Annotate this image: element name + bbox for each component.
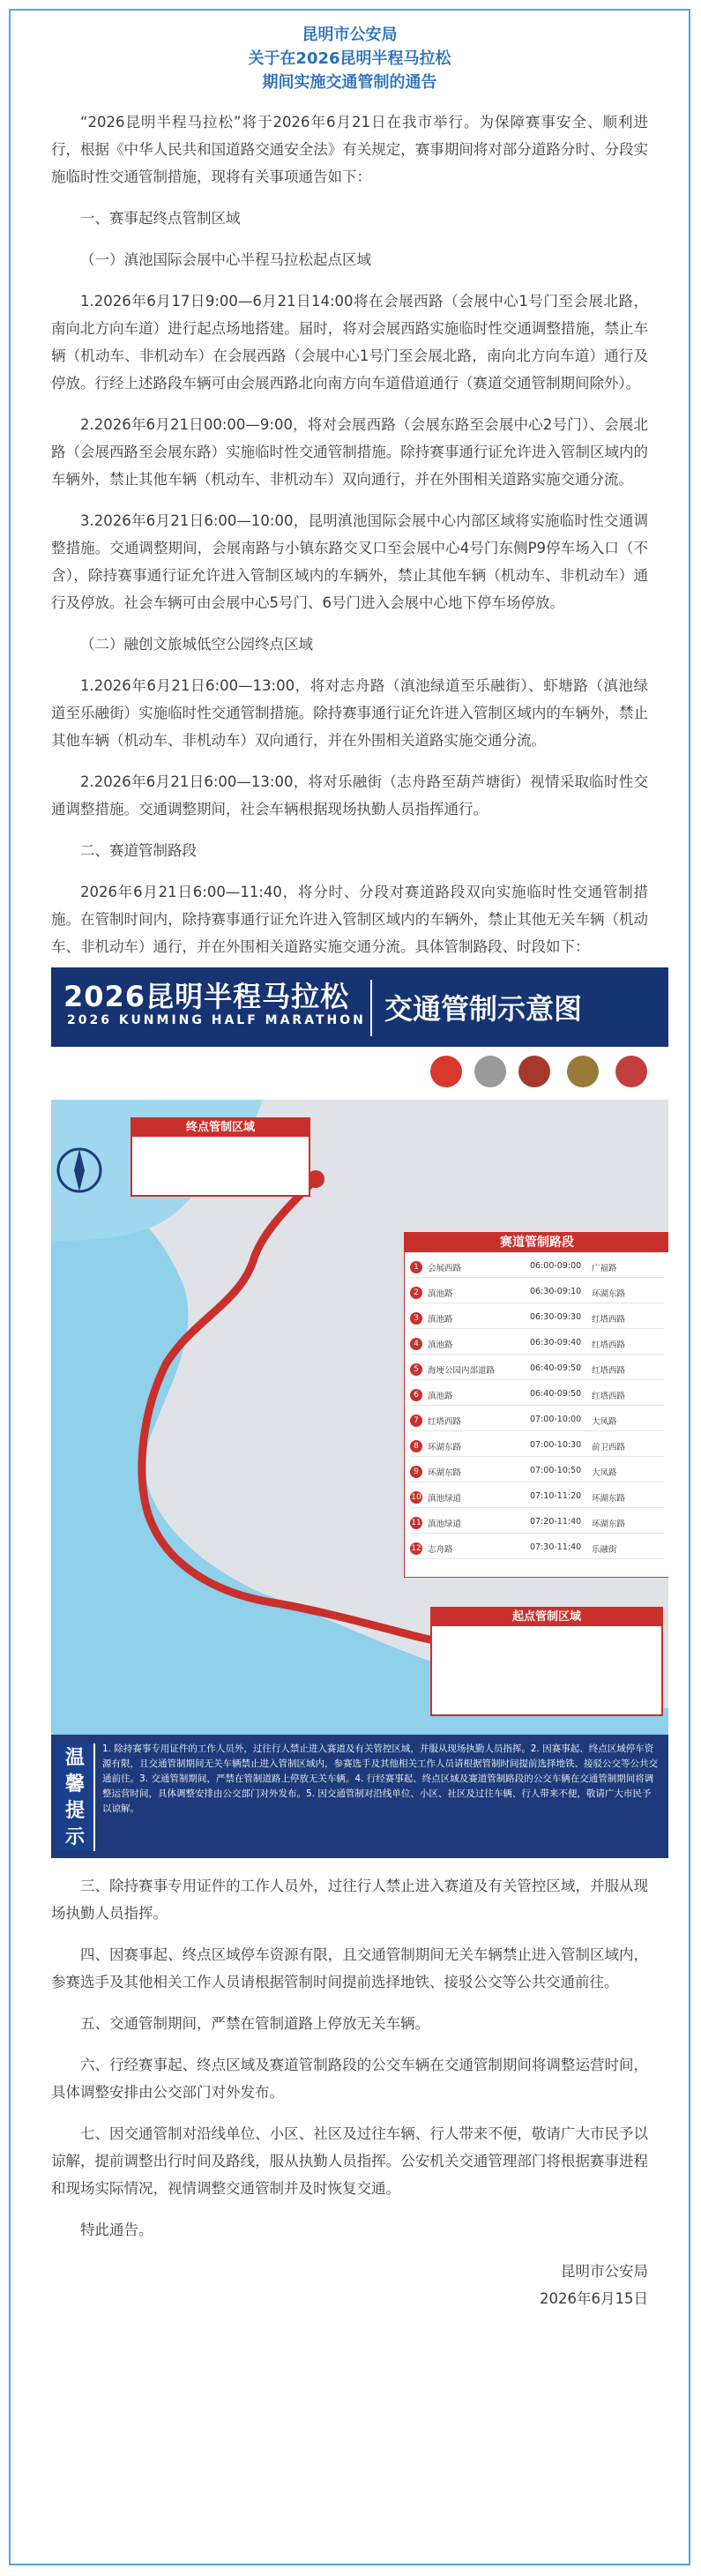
section7: 七、因交通管制对沿线单位、小区、社区及过往车辆、行人带来不便，敬请广大市民予以谅解，提前调整出行时间及路线，服从执勤人员指挥。公安机关交通管理部门将根据赛事进程和现场实际情况，视情调整交通管制并及时恢复交通。 bbox=[51, 2125, 648, 2197]
marathon-logo-icon bbox=[518, 1056, 550, 1087]
notice-title-line2: 期间实施交通管制的通告 bbox=[262, 73, 437, 92]
section1-para1: 1.2026年6月17日9:00—6月21日14:00将在会展西路（会展中心1号门至会展北路，南向北方向车道）进行起点场地搭建。届时，将对会展西路实施临时性交通调整措施，禁止车辆（机动车、非机动车）在会展西路（会展中心1号门至会展北路，南向北方向车道）通行及停放。行经上述路段车辆可由会展西路北向南方向车道借道通行（赛道交通管制期间除外）。 bbox=[51, 293, 648, 392]
row-time: 06:40-09:50 bbox=[530, 1389, 582, 1399]
map-subtitle: 2026 KUNMING HALF MARATHON bbox=[67, 1013, 366, 1027]
map-title-right: 交通管制示意图 bbox=[384, 992, 583, 1026]
sponsor-logo-icon bbox=[474, 1056, 506, 1087]
table-row bbox=[410, 1462, 664, 1482]
row-detour: 广福路 bbox=[592, 1264, 617, 1273]
finish-zone-label: 终点管制区域 bbox=[132, 1119, 309, 1137]
table-row bbox=[410, 1411, 664, 1431]
section4: 四、因赛事起、终点区域停车资源有限，且交通管制期间无关车辆禁止进入管制区域内，参赛选手及其他相关工作人员请根据管制时间提前选择地铁、接驳公交等公共交通前往。 bbox=[51, 1946, 648, 1990]
control-section-table bbox=[404, 1232, 668, 1578]
row-number-badge: 3 bbox=[410, 1312, 422, 1325]
table-row bbox=[410, 1539, 664, 1559]
row-road-name: 环湖东路 bbox=[428, 1468, 462, 1478]
table-row bbox=[410, 1385, 664, 1406]
row-time: 07:00-10:30 bbox=[530, 1440, 582, 1450]
row-detour: 乐融街 bbox=[592, 1545, 617, 1555]
row-road-name: 海埂公园内部道路 bbox=[428, 1366, 496, 1376]
row-number-badge: 1 bbox=[410, 1261, 422, 1273]
map-title-bar bbox=[51, 967, 668, 1047]
row-road-name: 滇池绿道 bbox=[428, 1519, 462, 1529]
row-detour: 大凤路 bbox=[592, 1417, 617, 1427]
row-time: 06:40-09:50 bbox=[530, 1363, 582, 1373]
row-road-name: 会展西路 bbox=[428, 1264, 462, 1273]
finish-zone-note bbox=[131, 1117, 310, 1197]
row-road-name: 滇池路 bbox=[428, 1340, 453, 1350]
row-detour: 红塔西路 bbox=[592, 1392, 626, 1401]
row-road-name: 环湖东路 bbox=[428, 1443, 462, 1452]
table-row bbox=[410, 1258, 664, 1278]
row-time: 06:00-09:00 bbox=[530, 1261, 582, 1271]
notice-page bbox=[9, 9, 690, 2565]
warm-tip-text: 1. 除持赛事专用证件的工作人员外，过往行人禁止进入赛道及有关管控区域，并服从现场执勤人员指挥。2. 因赛事起、终点区域停车资源有限，且交通管制期间无关车辆禁止进入管制区域内，参赛选手及其他相关工作人员请根据管制时间提前选择地铁、接驳公交等公共交通前往。3. 交通管制期间，严禁在管制道路上停放无关车辆。4. 行经赛事起、终点区域及赛道管制路段的公交车辆在交通管制期间将调整运营时间，具体调整安排由公交部门对外发布。5. 因交通管制对沿线单位、小区、社区及过往车辆、行人带来不便，敬请广大市民予以谅解。 bbox=[102, 1743, 658, 1814]
section6: 六、行经赛事起、终点区域及赛道管制路段的公交车辆在交通管制期间将调整运营时间，具体调整安排由公交部门对外发布。 bbox=[51, 2057, 648, 2101]
row-number-badge: 6 bbox=[410, 1389, 422, 1401]
section1-para4: 1.2026年6月21日6:00—13:00，将对志舟路（滇池绿道至乐融街）、虾塘路（滇池绿道至乐融街）实施临时性交通管制措施。除持赛事通行证允许进入管制区域内的车辆外，禁止其他车辆（机动车、非机动车）双向通行，并在外围相关道路实施交通分流。 bbox=[51, 677, 648, 749]
row-time: 07:30-11:40 bbox=[530, 1542, 582, 1552]
row-number-badge: 8 bbox=[410, 1440, 422, 1452]
event-logo-icon bbox=[430, 1056, 462, 1087]
map-title-divider bbox=[370, 980, 372, 1036]
row-time: 07:00-10:00 bbox=[530, 1415, 582, 1424]
warm-tip-label: 温馨提示 bbox=[56, 1743, 95, 1851]
section1-title: 一、赛事起终点管制区域 bbox=[80, 210, 241, 227]
notice-body bbox=[11, 11, 689, 2312]
map-title: 2026昆明半程马拉松 bbox=[63, 980, 350, 1013]
row-detour: 前卫西路 bbox=[592, 1443, 626, 1452]
row-detour: 大凤路 bbox=[592, 1468, 617, 1478]
row-road-name: 滇池绿道 bbox=[428, 1494, 462, 1504]
issuer-name: 昆明市公安局 bbox=[302, 26, 398, 44]
section1-sub1: （一）滇池国际会展中心半程马拉松起点区域 bbox=[80, 251, 371, 268]
row-number-badge: 10 bbox=[411, 1493, 421, 1502]
section2-title: 二、赛道管制路段 bbox=[80, 842, 197, 859]
row-number-badge: 2 bbox=[410, 1287, 422, 1299]
row-road-name: 滇池路 bbox=[428, 1289, 453, 1299]
section1-sub2: （二）融创文旅城低空公园终点区域 bbox=[80, 636, 313, 653]
row-detour: 环湖东路 bbox=[592, 1494, 626, 1504]
table-title: 赛道管制路段 bbox=[405, 1233, 668, 1252]
city-logo-icon bbox=[615, 1056, 647, 1087]
row-number-badge: 11 bbox=[411, 1519, 421, 1527]
row-number-badge: 5 bbox=[410, 1363, 422, 1376]
section1-para3: 3.2026年6月21日6:00—10:00，昆明滇池国际会展中心内部区域将实施临时性交通调整措施。交通调整期间，会展南路与小镇东路交叉口至会展中心4号门东侧P9停车场入口（不含），除持赛事通行证允许进入管制区域内的车辆外，禁止其他车辆（机动车、非机动车）通行及停放。社会车辆可由会展中心5号门、6号门进入会展中心地下停车场停放。 bbox=[51, 512, 648, 611]
intro-paragraph: “2026昆明半程马拉松”将于2026年6月21日在我市举行。为保障赛事安全、顺利进行，根据《中华人民共和国道路交通安全法》有关规定，赛事期间将对部分道路分时、分段实施临时性交通管制措施，现将有关事项通告如下： bbox=[51, 114, 648, 185]
row-detour: 红塔西路 bbox=[592, 1315, 626, 1325]
row-time: 07:00-10:50 bbox=[530, 1466, 582, 1475]
section1-para2: 2.2026年6月21日00:00—9:00，将对会展西路（会展东路至会展中心2号门）、会展北路（会展西路至会展东路）实施临时性交通管制措施。除持赛事通行证允许进入管制区域内的车辆外，禁止其他车辆（机动车、非机动车）双向通行，并在外围相关道路实施交通分流。 bbox=[51, 416, 648, 488]
row-detour: 红塔西路 bbox=[592, 1366, 626, 1376]
table-row bbox=[410, 1437, 664, 1457]
signature-org: 昆明市公安局 bbox=[561, 2263, 648, 2280]
row-road-name: 滇池路 bbox=[428, 1392, 453, 1401]
row-detour: 红塔西路 bbox=[592, 1340, 626, 1350]
table-row bbox=[410, 1309, 664, 1329]
row-number-badge: 9 bbox=[410, 1466, 422, 1478]
section1-para5: 2.2026年6月21日6:00—13:00，将对乐融街（志舟路至葫芦塘街）视情采取临时性交通调整措施。交通调整期间，社会车辆根据现场执勤人员指挥通行。 bbox=[51, 773, 648, 818]
traffic-control-map bbox=[51, 967, 668, 1858]
start-zone-note bbox=[430, 1607, 663, 1716]
temple-logo-icon bbox=[567, 1056, 599, 1087]
table-row bbox=[410, 1283, 664, 1303]
signature-date: 2026年6月15日 bbox=[540, 2290, 648, 2307]
row-number-badge: 4 bbox=[410, 1338, 422, 1350]
row-time: 07:20-11:40 bbox=[530, 1517, 582, 1527]
table-row bbox=[410, 1334, 664, 1355]
row-road-name: 滇池路 bbox=[428, 1315, 453, 1325]
row-number-badge: 12 bbox=[411, 1544, 421, 1553]
table-row bbox=[410, 1360, 664, 1380]
section5: 五、交通管制期间，严禁在管制道路上停放无关车辆。 bbox=[80, 2015, 429, 2032]
section2-para1: 2026年6月21日6:00—11:40，将分时、分段对赛道路段双向实施临时性交通管制措施。在管制时间内，除持赛事通行证允许进入管制区域内的车辆外，禁止其他无关车辆（机动车、非机动车）通行，并在外围相关道路实施交通分流。具体管制路段、时段如下： bbox=[51, 884, 648, 955]
row-number-badge: 7 bbox=[410, 1415, 422, 1427]
row-time: 06:30-09:10 bbox=[530, 1287, 582, 1296]
notice-title-line1: 关于在2026昆明半程马拉松 bbox=[248, 49, 451, 68]
table-row bbox=[410, 1488, 664, 1508]
start-zone-label: 起点管制区域 bbox=[432, 1609, 661, 1626]
row-road-name: 志舟路 bbox=[428, 1545, 453, 1555]
row-detour: 环湖东路 bbox=[592, 1289, 626, 1299]
row-detour: 环湖东路 bbox=[592, 1519, 626, 1529]
row-road-name: 红塔西路 bbox=[428, 1417, 462, 1427]
section3: 三、除持赛事专用证件的工作人员外，过往行人禁止进入赛道及有关管控区域，并服从现场执勤人员指挥。 bbox=[51, 1878, 648, 1922]
row-time: 07:10-11:20 bbox=[530, 1491, 582, 1501]
closing-line: 特此通告。 bbox=[80, 2221, 153, 2238]
map-footer bbox=[51, 1735, 668, 1858]
table-row bbox=[410, 1513, 664, 1534]
row-time: 06:30-09:40 bbox=[530, 1338, 582, 1348]
row-time: 06:30-09:30 bbox=[530, 1312, 582, 1322]
